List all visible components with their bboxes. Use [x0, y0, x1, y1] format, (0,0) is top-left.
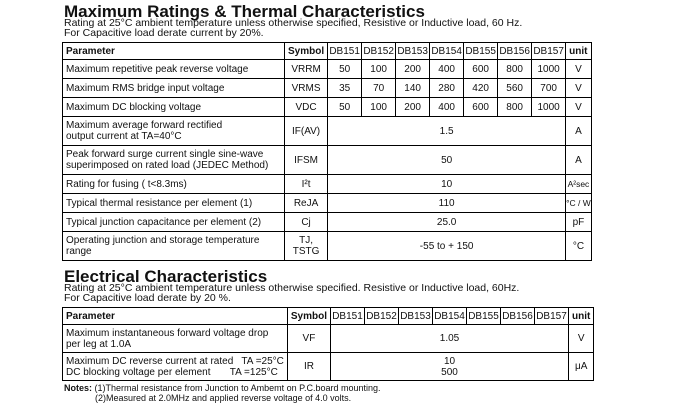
- parameter-line: per leg at 1.0A: [66, 338, 132, 350]
- table-row: [63, 79, 592, 98]
- maximum-ratings-derate-note: For Capacitive load derate current by 20%.: [64, 27, 264, 39]
- row-value: 70: [362, 79, 396, 98]
- row-value: 140: [396, 79, 430, 98]
- row-value: 1.05: [331, 325, 569, 353]
- parameter-line: Operating junction and storage temperature: [66, 235, 260, 246]
- row-symbol: Cj: [285, 213, 328, 232]
- table-row: [63, 194, 592, 213]
- row-value: 50: [328, 60, 362, 79]
- header-parameter: Parameter: [63, 43, 285, 60]
- row-parameter: Maximum repetitive peak reverse voltage: [63, 60, 285, 79]
- table-header-row: [63, 308, 594, 325]
- row-symbol: IFSM: [285, 146, 328, 175]
- parameter-line: superimposed on rated load (JEDEC Method): [66, 160, 269, 171]
- row-symbol: IF(AV): [285, 117, 328, 146]
- row-value: 1000: [532, 98, 566, 117]
- row-parameter: [63, 117, 285, 146]
- electrical-characteristics-table: [62, 307, 594, 381]
- header-symbol: Symbol: [287, 308, 330, 325]
- row-value: 1.5: [328, 117, 566, 146]
- header-device: DB156: [501, 308, 535, 325]
- parameter-line: Maximum DC reverse current at rated TA =25°C: [66, 355, 284, 367]
- header-unit: unit: [566, 43, 592, 60]
- table-row: [63, 117, 592, 146]
- header-device: DB157: [535, 308, 569, 325]
- row-value: 800: [498, 60, 532, 79]
- row-unit: V: [566, 98, 592, 117]
- header-device: DB151: [331, 308, 365, 325]
- row-parameter: Typical thermal resistance per element (1): [63, 194, 285, 213]
- row-unit: A²sec: [566, 175, 592, 194]
- row-value: 110: [328, 194, 566, 213]
- row-unit: °C / W: [566, 194, 592, 213]
- parameter-line: DC blocking voltage per element TA =125°C: [66, 366, 278, 378]
- parameter-line: output current at TA=40°C: [66, 131, 182, 142]
- table-header-row: [63, 43, 592, 60]
- value-line: 10: [443, 355, 456, 367]
- header-device: DB156: [498, 43, 532, 60]
- parameter-line: Maximum average forward rectified: [66, 120, 223, 131]
- row-unit: °C: [566, 232, 592, 261]
- row-value: 100: [362, 60, 396, 79]
- parameter-line: Peak forward surge current single sine-wave: [66, 149, 264, 160]
- table-row: [63, 232, 592, 261]
- row-parameter: [63, 232, 285, 261]
- row-value: 200: [396, 98, 430, 117]
- header-parameter: Parameter: [63, 308, 288, 325]
- electrical-characteristics-title: Electrical Characteristics: [64, 267, 268, 286]
- row-parameter: Maximum DC blocking voltage: [63, 98, 285, 117]
- row-value: 25.0: [328, 213, 566, 232]
- row-symbol: VRMS: [285, 79, 328, 98]
- electrical-derate-note: For Capacitive load derate by 20 %.: [64, 292, 231, 304]
- note-1: (1)Thermal resistance from Junction to Ambemt on P.C.board mounting.: [94, 383, 381, 393]
- row-parameter: [63, 325, 288, 353]
- header-symbol: Symbol: [285, 43, 328, 60]
- header-unit: unit: [569, 308, 594, 325]
- row-symbol: VDC: [285, 98, 328, 117]
- row-unit: μA: [569, 353, 594, 381]
- row-value: 600: [464, 98, 498, 117]
- header-device: DB154: [430, 43, 464, 60]
- row-unit: A: [566, 146, 592, 175]
- symbol-line: TSTG: [292, 246, 320, 257]
- table-row: [63, 60, 592, 79]
- header-device: DB153: [399, 308, 433, 325]
- table-row: [63, 98, 592, 117]
- parameter-line: range: [66, 246, 92, 257]
- row-value: 400: [430, 98, 464, 117]
- table-row: [63, 175, 592, 194]
- row-symbol: I²t: [285, 175, 328, 194]
- row-unit: V: [569, 325, 594, 353]
- row-value: 420: [464, 79, 498, 98]
- row-value: -55 to + 150: [328, 232, 566, 261]
- maximum-ratings-table: [62, 42, 592, 261]
- table-row: [63, 353, 594, 381]
- row-value: 100: [362, 98, 396, 117]
- header-device: DB152: [365, 308, 399, 325]
- notes: [64, 383, 381, 403]
- row-value: 50: [328, 146, 566, 175]
- row-unit: V: [566, 60, 592, 79]
- row-value: [331, 353, 569, 381]
- header-device: DB152: [362, 43, 396, 60]
- header-device: DB151: [328, 43, 362, 60]
- row-value: 800: [498, 98, 532, 117]
- maximum-ratings-title: Maximum Ratings & Thermal Characteristics: [64, 2, 425, 21]
- row-unit: V: [566, 79, 592, 98]
- row-value: 280: [430, 79, 464, 98]
- notes-label: Notes:: [64, 383, 93, 393]
- row-symbol: ReJA: [285, 194, 328, 213]
- row-parameter: [63, 146, 285, 175]
- row-symbol: VF: [287, 325, 330, 353]
- row-value: 35: [328, 79, 362, 98]
- table-row: [63, 213, 592, 232]
- row-value: 50: [328, 98, 362, 117]
- row-unit: A: [566, 117, 592, 146]
- row-symbol: VRRM: [285, 60, 328, 79]
- row-symbol: IR: [287, 353, 330, 381]
- row-value: 200: [396, 60, 430, 79]
- row-value: 700: [532, 79, 566, 98]
- header-device: DB155: [464, 43, 498, 60]
- parameter-line: Maximum instantaneous forward voltage drop: [66, 327, 269, 339]
- header-device: DB155: [467, 308, 501, 325]
- row-value: 10: [328, 175, 566, 194]
- maximum-ratings-condition: Rating at 25°C ambient temperature unless otherwise specified, Resistive or Inductive load, 60 Hz.: [64, 17, 523, 29]
- row-value: 560: [498, 79, 532, 98]
- row-symbol: [285, 232, 328, 261]
- row-parameter: Maximum RMS bridge input voltage: [63, 79, 285, 98]
- note-2: (2)Measured at 2.0MHz and applied reverse voltage of 4.0 volts.: [95, 393, 352, 403]
- header-device: DB154: [433, 308, 467, 325]
- row-value: 400: [430, 60, 464, 79]
- table-row: [63, 146, 592, 175]
- table-row: [63, 325, 594, 353]
- symbol-line: TJ,: [299, 235, 313, 246]
- row-value: 1000: [532, 60, 566, 79]
- row-parameter: Rating for fusing ( t<8.3ms): [63, 175, 285, 194]
- value-line: 500: [441, 366, 458, 378]
- row-parameter: Typical junction capacitance per element (2): [63, 213, 285, 232]
- electrical-condition: Rating at 25°C ambient temperature unless otherwise specified. Resistive or Inductive load, 60Hz.: [64, 282, 520, 294]
- note-line: [64, 383, 381, 393]
- row-value: 600: [464, 60, 498, 79]
- header-device: DB157: [532, 43, 566, 60]
- header-device: DB153: [396, 43, 430, 60]
- note-line: [64, 393, 381, 403]
- row-unit: pF: [566, 213, 592, 232]
- row-parameter: [63, 353, 288, 381]
